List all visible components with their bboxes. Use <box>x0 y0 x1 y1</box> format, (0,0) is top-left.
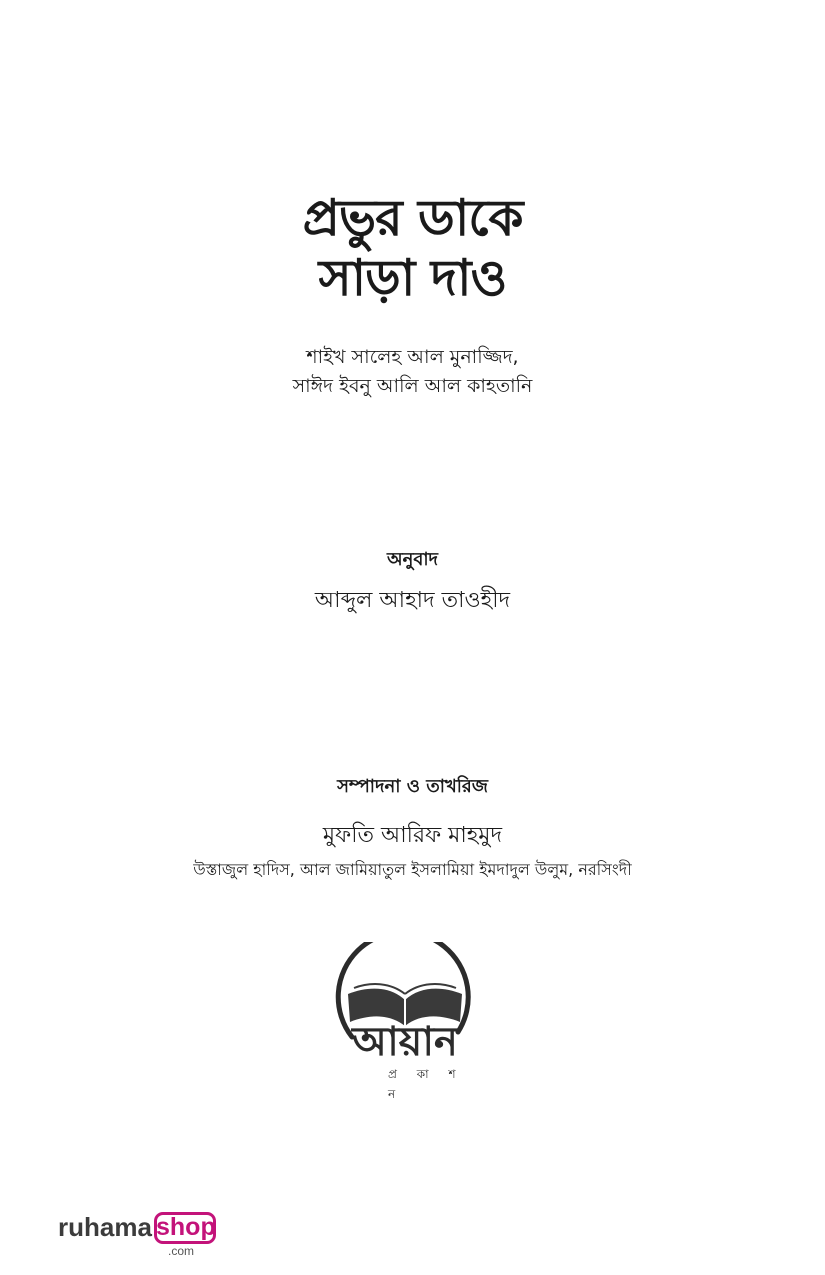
publisher-logo <box>330 942 480 1101</box>
book-title-line2: সাড়া দাও <box>318 249 507 307</box>
translator-name: আব্দুল আহাদ তাওহীদ <box>314 588 511 613</box>
authors-line2: সাঈদ ইবনু আলি আল কাহতানি <box>292 375 533 397</box>
watermark-ruhama: ruhama <box>58 1212 152 1242</box>
book-title-line1: প্রভুর ডাকে <box>302 189 523 247</box>
publisher-subtitle: প্র কা শ ন <box>388 1067 464 1101</box>
publisher-name: আয়ান <box>352 1019 458 1065</box>
editor-name: মুফতি আরিফ মাহমুদ <box>322 823 503 848</box>
translation-label: অনুবাদ <box>386 549 439 570</box>
authors-line1: শাইখ সালেহ আল মুনাজ্জিদ, <box>306 346 519 368</box>
editor-description: উস্তাজুল হাদিস, আল জামিয়াতুল ইসলামিয়া ইমদাদুল উলুম, নরসিংদী <box>193 860 632 879</box>
watermark-com: .com <box>168 1244 195 1258</box>
watermark-shop: shop <box>156 1213 216 1241</box>
editing-label: সম্পাদনা ও তাখরিজ <box>337 776 488 797</box>
